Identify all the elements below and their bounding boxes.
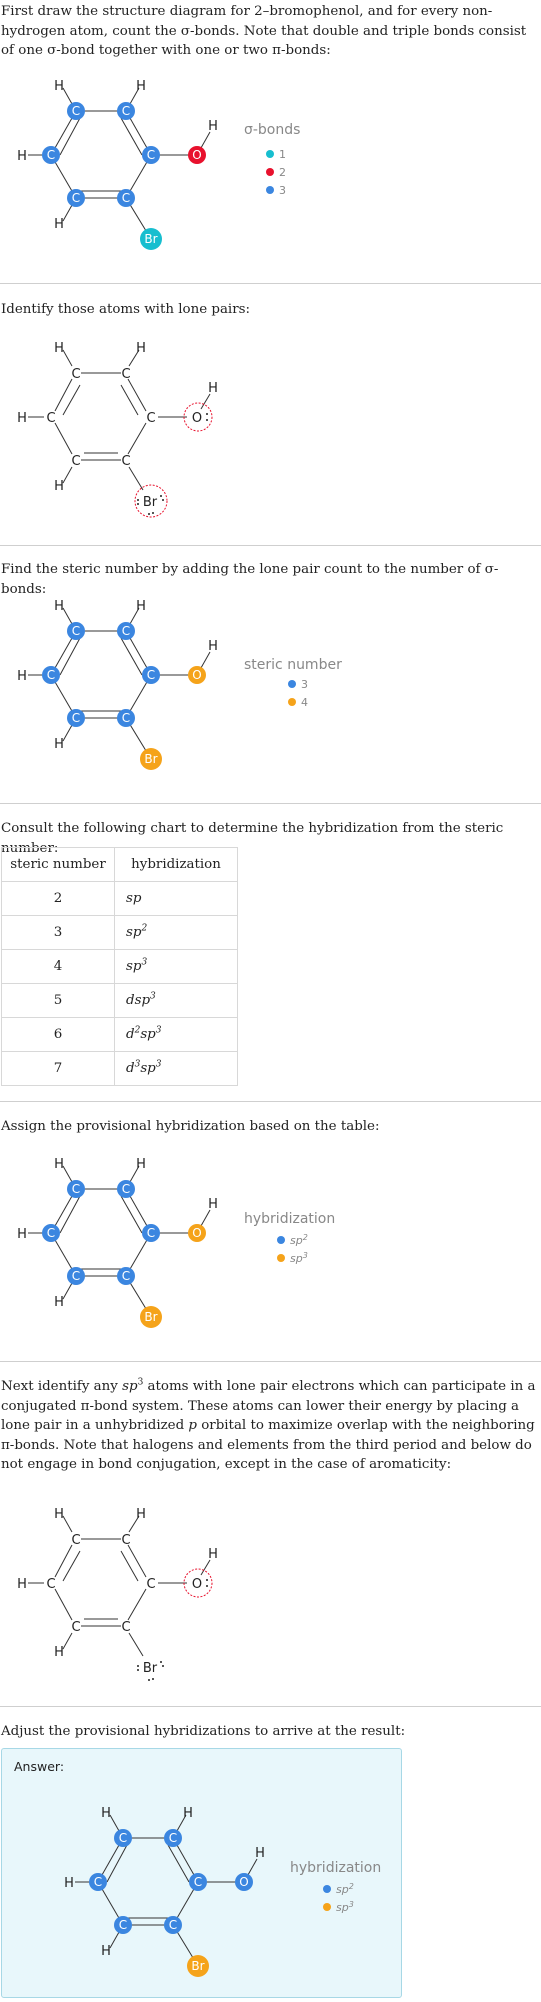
atom-c: C [121, 624, 131, 638]
atom-c: C [146, 668, 156, 682]
table-cell: 7 [2, 1052, 115, 1086]
atom-c: C [146, 1577, 156, 1592]
atom-c: C [71, 1182, 81, 1196]
legend-item: 3 [301, 678, 308, 691]
legend-item: $sp^2$ [290, 1233, 308, 1247]
atom-o: O [239, 1875, 249, 1889]
atom-c: C [71, 191, 81, 205]
table-cell: $d^3sp^3$ [115, 1052, 238, 1086]
atom-c: C [71, 1533, 81, 1548]
table-header: steric number [2, 848, 115, 882]
structure-answer [47, 1787, 447, 1987]
atom-c: C [121, 1533, 131, 1548]
legend-item: 4 [301, 696, 308, 709]
atom-h: H [136, 341, 146, 356]
legend-title: σ-bonds [244, 122, 301, 138]
atom-h: H [136, 1507, 146, 1522]
step-6-text: Next identify any $sp^3$ atoms with lone pair electrons which can participate in a conjugated π-bond system. These atoms can lower their energy by placing a lone pair in a unhybridized p orbital to maximize overlap with the neighboring π-bonds. Note that halogens and elements from the third period and below do not engage in bond conjugation, except in the case of aromaticity: [1, 1377, 536, 1472]
step-3-text: Find the steric number by adding the lone pair count to the number of σ-bonds: [1, 562, 499, 597]
divider [0, 545, 541, 546]
atom-h: H [101, 1944, 111, 1959]
hybridization-table [1, 847, 238, 1086]
atom-o: O [191, 1577, 203, 1592]
table-cell: 2 [2, 882, 115, 916]
atom-o: O [192, 668, 202, 682]
atom-c: C [71, 624, 81, 638]
structure-provisional-hybridization [0, 1138, 541, 1338]
legend-title: steric number [244, 657, 342, 673]
atom-h: H [208, 119, 218, 134]
atom-h: H [208, 639, 218, 654]
structure-steric-number [0, 580, 541, 780]
atom-c: C [168, 1918, 178, 1932]
atom-c: C [46, 148, 56, 162]
table-row [2, 916, 238, 950]
atom-h: H [54, 341, 64, 356]
legend-item: $sp^3$ [290, 1251, 308, 1265]
atom-c: C [93, 1875, 103, 1889]
atom-c: C [146, 1226, 156, 1240]
step-4-text: Consult the following chart to determine the hybridization from the steric number: [1, 821, 504, 856]
atom-h: H [17, 149, 27, 164]
atom-h: H [54, 79, 64, 94]
atom-c: C [121, 1182, 131, 1196]
table-cell: sp [115, 882, 238, 916]
legend-title: hybridization [244, 1211, 336, 1227]
step-1-text: First draw the structure diagram for 2–bromophenol, and for every non-hydrogen atom, count the σ-bonds. Note that double and triple bonds consist of one σ-bond together with one or two π-bonds: [1, 4, 527, 58]
atom-h: H [54, 217, 64, 232]
atom-c: C [121, 1620, 131, 1635]
atom-c: C [121, 104, 131, 118]
table-row [2, 1018, 238, 1052]
atom-c: C [121, 367, 131, 382]
step-7-text: Adjust the provisional hybridizations to arrive at the result: [1, 1724, 406, 1739]
atom-br: Br [191, 1959, 205, 1973]
atom-c: C [118, 1831, 128, 1845]
atom-c: C [168, 1831, 178, 1845]
table-row [2, 950, 238, 984]
table-cell: 5 [2, 984, 115, 1018]
table-cell: dsp$^3$ [115, 984, 238, 1018]
divider [0, 1101, 541, 1102]
atom-br: Br [142, 1661, 158, 1676]
atom-c: C [46, 1226, 56, 1240]
atom-o: O [192, 148, 202, 162]
atom-h: H [136, 79, 146, 94]
legend-item: $sp^2$ [336, 1882, 354, 1896]
atom-h: H [54, 1507, 64, 1522]
table-row [2, 1052, 238, 1086]
structure-sigma-bonds [0, 60, 541, 260]
atom-h: H [54, 599, 64, 614]
step-2-text: Identify those atoms with lone pairs: [1, 302, 251, 317]
atom-c: C [121, 454, 131, 469]
divider [0, 1361, 541, 1362]
legend-item: 1 [279, 148, 286, 161]
atom-o: O [191, 411, 203, 426]
atom-h: H [64, 1876, 74, 1891]
atom-c: C [71, 104, 81, 118]
atom-c: C [121, 1269, 131, 1283]
atom-h: H [17, 669, 27, 684]
step-5-text: Assign the provisional hybridization based on the table: [1, 1119, 380, 1134]
atom-o: O [192, 1226, 202, 1240]
table-header-row [2, 848, 238, 882]
atom-h: H [101, 1806, 111, 1821]
atom-c: C [46, 411, 56, 426]
table-cell: 3 [2, 916, 115, 950]
table-row [2, 882, 238, 916]
atom-h: H [136, 599, 146, 614]
structure-lone-pairs [0, 322, 541, 522]
table-header: hybridization [115, 848, 238, 882]
legend-item: 3 [279, 184, 286, 197]
atom-c: C [146, 148, 156, 162]
atom-c: C [71, 1269, 81, 1283]
table-cell: $d^2sp^3$ [115, 1018, 238, 1052]
atom-c: C [146, 411, 156, 426]
structure-conjugation [0, 1488, 541, 1688]
atom-h: H [208, 1197, 218, 1212]
atom-h: H [17, 411, 27, 426]
table-cell: 6 [2, 1018, 115, 1052]
atom-c: C [46, 1577, 56, 1592]
divider [0, 803, 541, 804]
atom-h: H [54, 1295, 64, 1310]
table-cell: $sp^2$ [115, 916, 238, 950]
table-cell: 4 [2, 950, 115, 984]
legend-item: 2 [279, 166, 286, 179]
atom-c: C [71, 1620, 81, 1635]
atom-c: C [118, 1918, 128, 1932]
atom-c: C [71, 711, 81, 725]
atom-br: Br [142, 495, 158, 510]
divider [0, 1706, 541, 1707]
atom-h: H [208, 381, 218, 396]
table-row [2, 984, 238, 1018]
atom-h: H [255, 1846, 265, 1861]
atom-c: C [193, 1875, 203, 1889]
atom-h: H [54, 737, 64, 752]
answer-label: Answer: [14, 1759, 65, 1774]
atom-c: C [121, 711, 131, 725]
atom-h: H [136, 1157, 146, 1172]
atom-c: C [71, 367, 81, 382]
atom-c: C [121, 191, 131, 205]
atom-h: H [17, 1227, 27, 1242]
atom-h: H [183, 1806, 193, 1821]
atom-br: Br [144, 232, 158, 246]
atom-h: H [208, 1547, 218, 1562]
divider [0, 283, 541, 284]
atom-h: H [54, 1645, 64, 1660]
atom-c: C [71, 454, 81, 469]
table-cell: $sp^3$ [115, 950, 238, 984]
atom-br: Br [144, 1310, 158, 1324]
atom-br: Br [144, 752, 158, 766]
legend-title: hybridization [290, 1860, 382, 1876]
atom-h: H [54, 1157, 64, 1172]
atom-h: H [17, 1577, 27, 1592]
atom-h: H [54, 479, 64, 494]
atom-c: C [46, 668, 56, 682]
legend-item: $sp^3$ [336, 1900, 354, 1914]
